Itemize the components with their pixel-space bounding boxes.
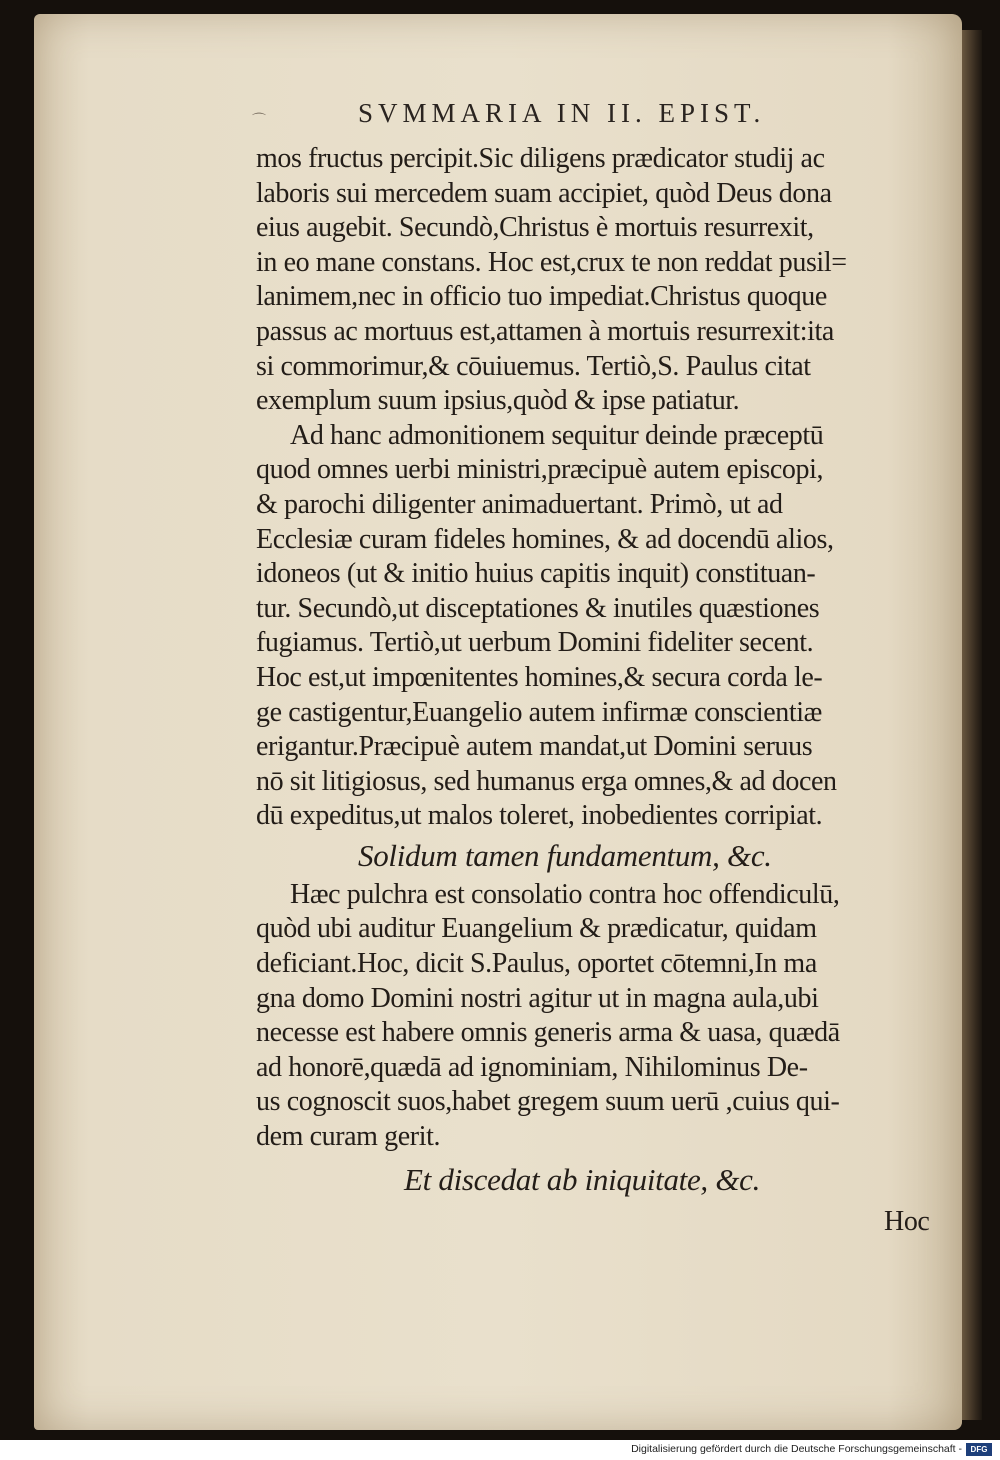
text-line: Hæc pulchra est consolatio contra hoc offendiculū, [290, 878, 840, 910]
text-line: & parochi diligenter animaduertant. Primò, ut ad [256, 488, 783, 520]
text-line: Ad hanc admonitionem sequitur deinde præceptū [290, 419, 824, 451]
footer-bar [0, 1440, 1000, 1460]
text-line: ad honorē,quædā ad ignominiam, Nihilominus De- [256, 1051, 808, 1083]
text-line: in eo mane constans. Hoc est,crux te non reddat pusil= [256, 246, 847, 278]
text-line: necesse est habere omnis generis arma & uasa, quædā [256, 1017, 840, 1049]
text-line: quòd ubi auditur Euangelium & prædicatur, quidam [256, 913, 817, 945]
text-line: passus ac mortuus est,attamen à mortuis resurrexit:ita [256, 315, 834, 347]
text-line: mos fructus percipit.Sic diligens prædicator studij ac [256, 143, 825, 174]
text-line: fugiamus. Tertiò,ut uerbum Domini fideliter secent. [256, 627, 814, 659]
text-line: dū expeditus,ut malos toleret, inobedientes corripiat. [256, 800, 823, 832]
text-line: si commorimur,& cōuiuemus. Tertiò,S. Paulus citat [256, 350, 811, 382]
text-line: laboris sui mercedem suam accipiet, quòd Deus dona [256, 177, 832, 209]
text-line: tur. Secundò,ut disceptationes & inutiles quæstiones [256, 592, 820, 624]
body-text [256, 142, 956, 1239]
text-line: Hoc est,ut impœnitentes homines,& secura corda le- [256, 661, 823, 693]
text-line: gna domo Domini nostri agitur ut in magna aula,ubi [256, 982, 819, 1014]
dfg-logo-icon: DFG [966, 1443, 992, 1456]
text-line: idoneos (ut & initio huius capitis inquit) constituan- [256, 558, 816, 590]
catchword: Hoc [884, 1205, 930, 1237]
section-heading: Et discedat ab iniquitate, &c. [404, 1161, 761, 1197]
section-heading: Solidum tamen fundamentum, &c. [358, 837, 772, 873]
text-line: ge castigentur,Euangelio autem infirmæ conscientiæ [256, 696, 822, 728]
text-line: dem curam gerit. [256, 1121, 441, 1153]
text-line: eius augebit. Secundò,Christus è mortuis resurrexit, [256, 212, 814, 244]
text-line: quod omnes uerbi ministri,præcipuè autem episcopi, [256, 454, 824, 486]
text-line: exemplum suum ipsius,quòd & ipse patiatur. [256, 385, 740, 417]
page-edge [962, 30, 982, 1420]
text-line: lanimem,nec in officio tuo impediat.Christus quoque [256, 281, 827, 313]
running-head: SVMMARIA IN II. EPIST. [358, 98, 766, 128]
text-line: Ecclesiæ curam fideles homines, & ad docendū alios, [256, 523, 834, 555]
text-line: erigantur.Præcipuè autem mandat,ut Domini seruus [256, 731, 813, 763]
text-line: deficiant.Hoc, dicit S.Paulus, oportet cōtemni,In ma [256, 948, 817, 980]
text-line: nō sit litigiosus, sed humanus erga omnes,& ad docen [256, 765, 837, 797]
ornament-icon: ⌒ [252, 113, 266, 129]
footer-credit: Digitalisierung gefördert durch die Deutsche Forschungsgemeinschaft - [631, 1443, 962, 1455]
text-line: us cognoscit suos,habet gregem suum uerū ,cuius qui- [256, 1086, 840, 1118]
